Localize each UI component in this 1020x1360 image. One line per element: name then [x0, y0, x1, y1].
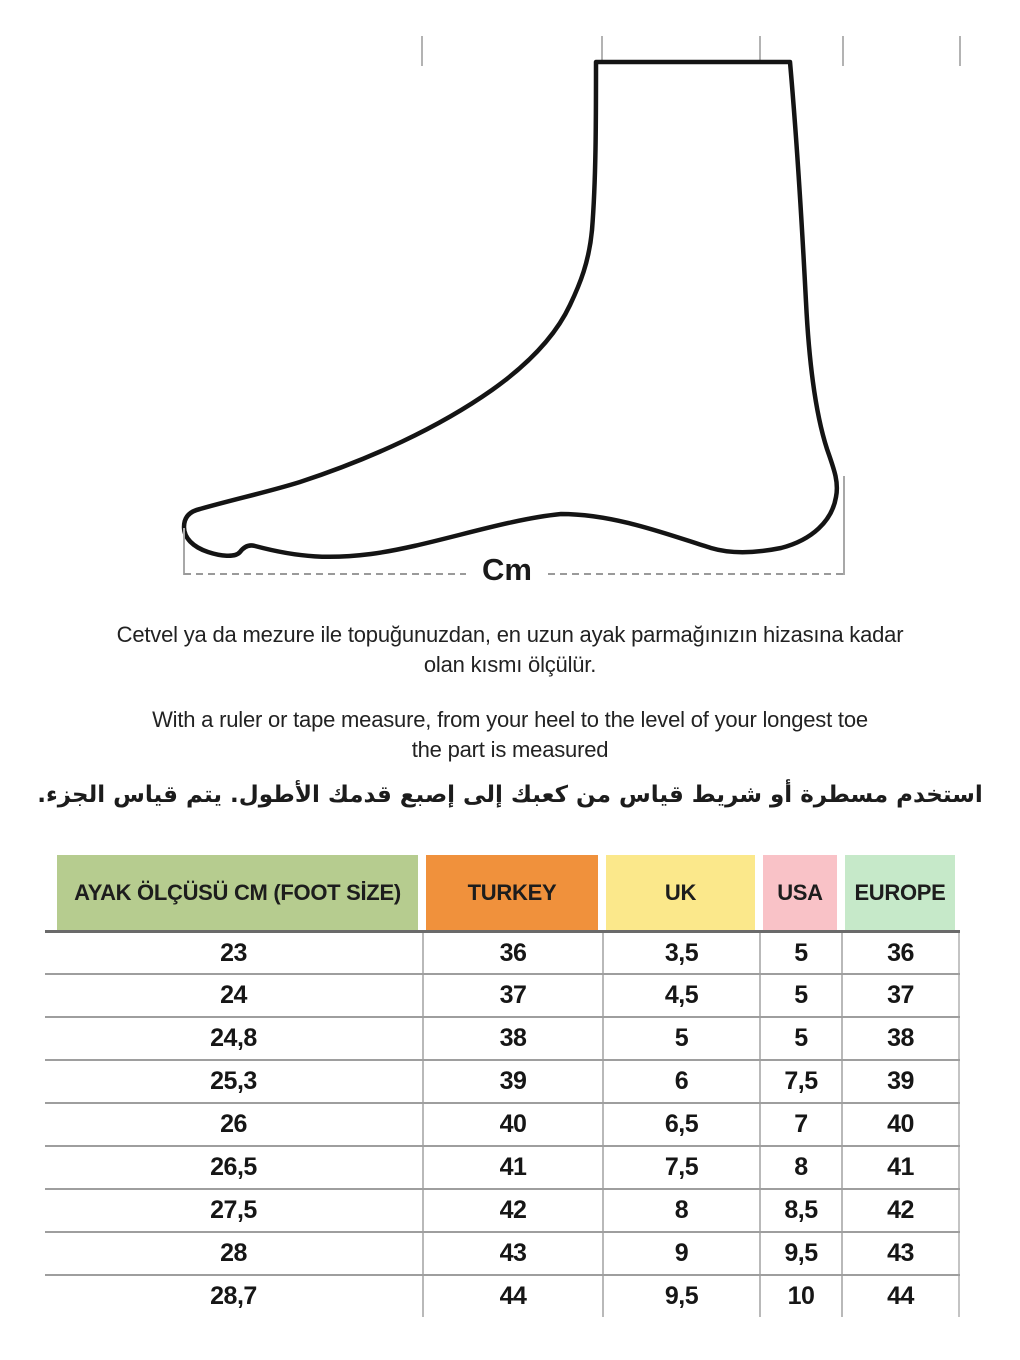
table-header-cell: UK [606, 855, 755, 930]
table-header-cell: EUROPE [845, 855, 955, 930]
table-cell: 44 [422, 1276, 602, 1317]
table-cell: 39 [841, 1061, 960, 1102]
table-cell: 38 [422, 1018, 602, 1059]
table-row [45, 1102, 960, 1145]
instruction-turkish-line2: olan kısmı ölçülür. [423, 652, 597, 677]
table-cell: 24,8 [210, 1024, 257, 1052]
table-cell: 43 [422, 1233, 602, 1274]
table-row [45, 1059, 960, 1102]
table-cell: 6,5 [602, 1104, 759, 1145]
table-cell: 7,5 [759, 1061, 841, 1102]
instruction-turkish-line1: Cetvel ya da mezure ile topuğunuzdan, en uzun ayak parmağınızın hizasına kadar [116, 622, 904, 647]
table-cell: 26 [220, 1110, 247, 1138]
table-cell: 5 [759, 1018, 841, 1059]
table-cell: 41 [422, 1147, 602, 1188]
instruction-english-line2: the part is measured [411, 737, 609, 762]
foot-outline-illustration [184, 62, 837, 557]
table-cell: 28,7 [210, 1282, 257, 1310]
table-cell: 36 [422, 933, 602, 973]
table-cell: 41 [841, 1147, 960, 1188]
table-cell: 9,5 [602, 1276, 759, 1317]
table-header-cell: AYAK ÖLÇÜSÜ CM (FOOT SİZE) [57, 855, 418, 930]
instruction-english [0, 705, 1020, 765]
table-header-row [45, 855, 960, 930]
table-header-cell: USA [763, 855, 837, 930]
cm-unit-label: Cm [476, 553, 538, 587]
table-cell: 3,5 [602, 933, 759, 973]
table-row [45, 1274, 960, 1317]
table-cell: 27,5 [210, 1196, 257, 1224]
table-cell: 7 [759, 1104, 841, 1145]
table-cell: 5 [759, 975, 841, 1016]
table-cell: 39 [422, 1061, 602, 1102]
table-cell: 9 [602, 1233, 759, 1274]
table-cell: 26,5 [210, 1153, 257, 1181]
table-cell: 36 [841, 933, 960, 973]
table-row [45, 1188, 960, 1231]
instruction-turkish [0, 620, 1020, 680]
instruction-english-line1: With a ruler or tape measure, from your heel to the level of your longest toe [152, 707, 868, 732]
table-row [45, 973, 960, 1016]
table-cell: 28 [220, 1239, 247, 1267]
table-cell: 42 [841, 1190, 960, 1231]
table-header-cell: TURKEY [426, 855, 598, 930]
table-cell: 5 [759, 933, 841, 973]
table-cell: 10 [759, 1276, 841, 1317]
table-row [45, 930, 960, 973]
table-cell: 23 [220, 938, 247, 967]
table-cell: 8,5 [759, 1190, 841, 1231]
size-conversion-table [45, 855, 960, 1317]
table-cell: 24 [220, 981, 247, 1009]
table-cell: 8 [759, 1147, 841, 1188]
table-cell: 5 [602, 1018, 759, 1059]
table-cell: 43 [841, 1233, 960, 1274]
table-cell: 4,5 [602, 975, 759, 1016]
instruction-arabic [0, 778, 1020, 812]
table-cell: 7,5 [602, 1147, 759, 1188]
table-cell: 37 [841, 975, 960, 1016]
table-cell: 37 [422, 975, 602, 1016]
instruction-arabic-line1: استخدم مسطرة أو شريط قياس من كعبك إلى إصبع قدمك الأطول. يتم قياس الجزء. [37, 782, 983, 808]
foot-measurement-figure [0, 0, 1020, 620]
size-table-body [45, 930, 960, 1317]
table-cell: 44 [841, 1276, 960, 1317]
table-row [45, 1231, 960, 1274]
table-cell: 38 [841, 1018, 960, 1059]
table-cell: 6 [602, 1061, 759, 1102]
table-cell: 40 [422, 1104, 602, 1145]
table-cell: 9,5 [759, 1233, 841, 1274]
table-row [45, 1145, 960, 1188]
table-row [45, 1016, 960, 1059]
table-cell: 40 [841, 1104, 960, 1145]
table-cell: 8 [602, 1190, 759, 1231]
table-cell: 25,3 [210, 1067, 257, 1095]
table-cell: 42 [422, 1190, 602, 1231]
